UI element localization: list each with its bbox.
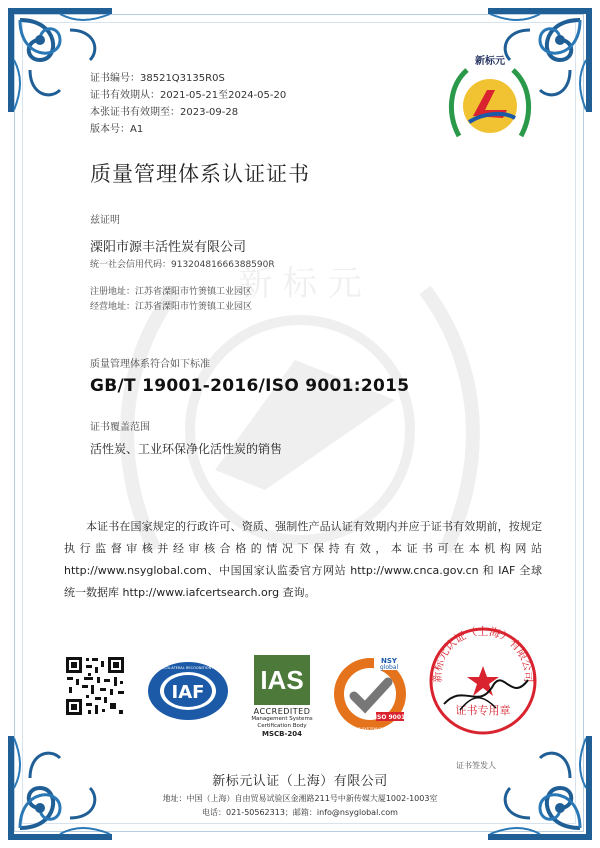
nsy-check-badge-icon [330,652,410,734]
company-name: 溧阳市源丰活性炭有限公司 [90,240,247,255]
validity-statement: 本证书在国家规定的行政许可、资质、强制性产品认证有效期内并应于证书有效期前，按规定执行监督审核并经审核合格的情况下保持有效，本证书可在本机构网站 http://www.nsyglobal.com、中国国家认监委官方网站 http://www.cnca.gov.cn 和 IAF 全球统一数据库 http://www.iafcertsearch.org 查询。 [64,520,542,599]
ias-sub2: Certification Body [257,723,307,729]
company-seal [424,622,542,740]
red-seal-stamp-icon [424,622,542,740]
certificate-title: 质量管理体系认证证书 [90,162,310,186]
certificate-number: 证书编号：38521Q3135R0S [90,73,225,84]
issuing-body: 新标元认证（上海）有限公司 [212,774,388,789]
svg-text:MANAGEMENT SYSTEM CERTIFICATIO: MANAGEMENT SYSTEM CERTIFICATION [333,726,407,731]
iaf-badge [135,660,241,722]
nsy-logo [445,52,535,144]
svg-text:新 标 元: 新 标 元 [238,264,362,304]
ias-accredited: ACCREDITED [253,707,311,716]
ias-logo: IAS [254,655,310,705]
this-certificate-valid-to: 本张证书有效期至：2023-09-28 [90,107,239,118]
issuer-address: 地址：中国（上海）自由贸易试验区金湘路211号中新传媒大厦1002-1003室 [162,794,438,803]
scope-label: 证书覆盖范围 [90,422,150,433]
svg-text:global: global [379,664,399,671]
svg-text:IAF: IAF [171,682,205,703]
certify-label: 兹证明 [90,215,120,226]
conform-label: 质量管理体系符合如下标准 [90,359,210,370]
standard-code: GB/T 19001-2016/ISO 9001:2015 [90,376,410,396]
iaf-logo-icon [135,660,241,722]
registered-address: 注册地址：江苏省溧阳市竹箦镇工业园区 [90,287,253,297]
svg-text:MEMBER OF MULTILATERAL RECOGNI: MEMBER OF MULTILATERAL RECOGNITION ARRANGEMENT [135,666,241,670]
certification-scope: 活性炭、工业环保净化活性炭的销售 [90,442,283,456]
version-number: 版本号：A1 [90,124,144,135]
svg-text:新标元认证（上海）有限公司: 新标元认证（上海）有限公司 [430,624,536,683]
ias-accreditation-badge [250,655,314,747]
operating-address: 经营地址：江苏省溧阳市竹箦镇工业园区 [90,302,253,312]
issuer-contact: 电话：021-50562313；邮箱：info@nsyglobal.com [202,808,398,817]
signatory-label: 证书签发人 [456,761,496,770]
certificate-meta [90,70,286,138]
svg-text:NSY: NSY [381,657,397,665]
validity-period: 证书有效期从：2021-05-21至2024-05-20 [90,90,287,101]
svg-text:证书专用章: 证书专用章 [455,704,511,717]
logo-text: 新标元 [475,56,505,67]
svg-text:ISO 9001: ISO 9001 [374,714,406,721]
credit-code: 统一社会信用代码：91320481666388590R [90,260,275,270]
qr-code-icon[interactable] [64,655,126,717]
ias-sub1: Management Systems [251,716,313,722]
ias-code: MSCB-204 [262,730,302,738]
nsy-certification-badge [330,652,410,734]
